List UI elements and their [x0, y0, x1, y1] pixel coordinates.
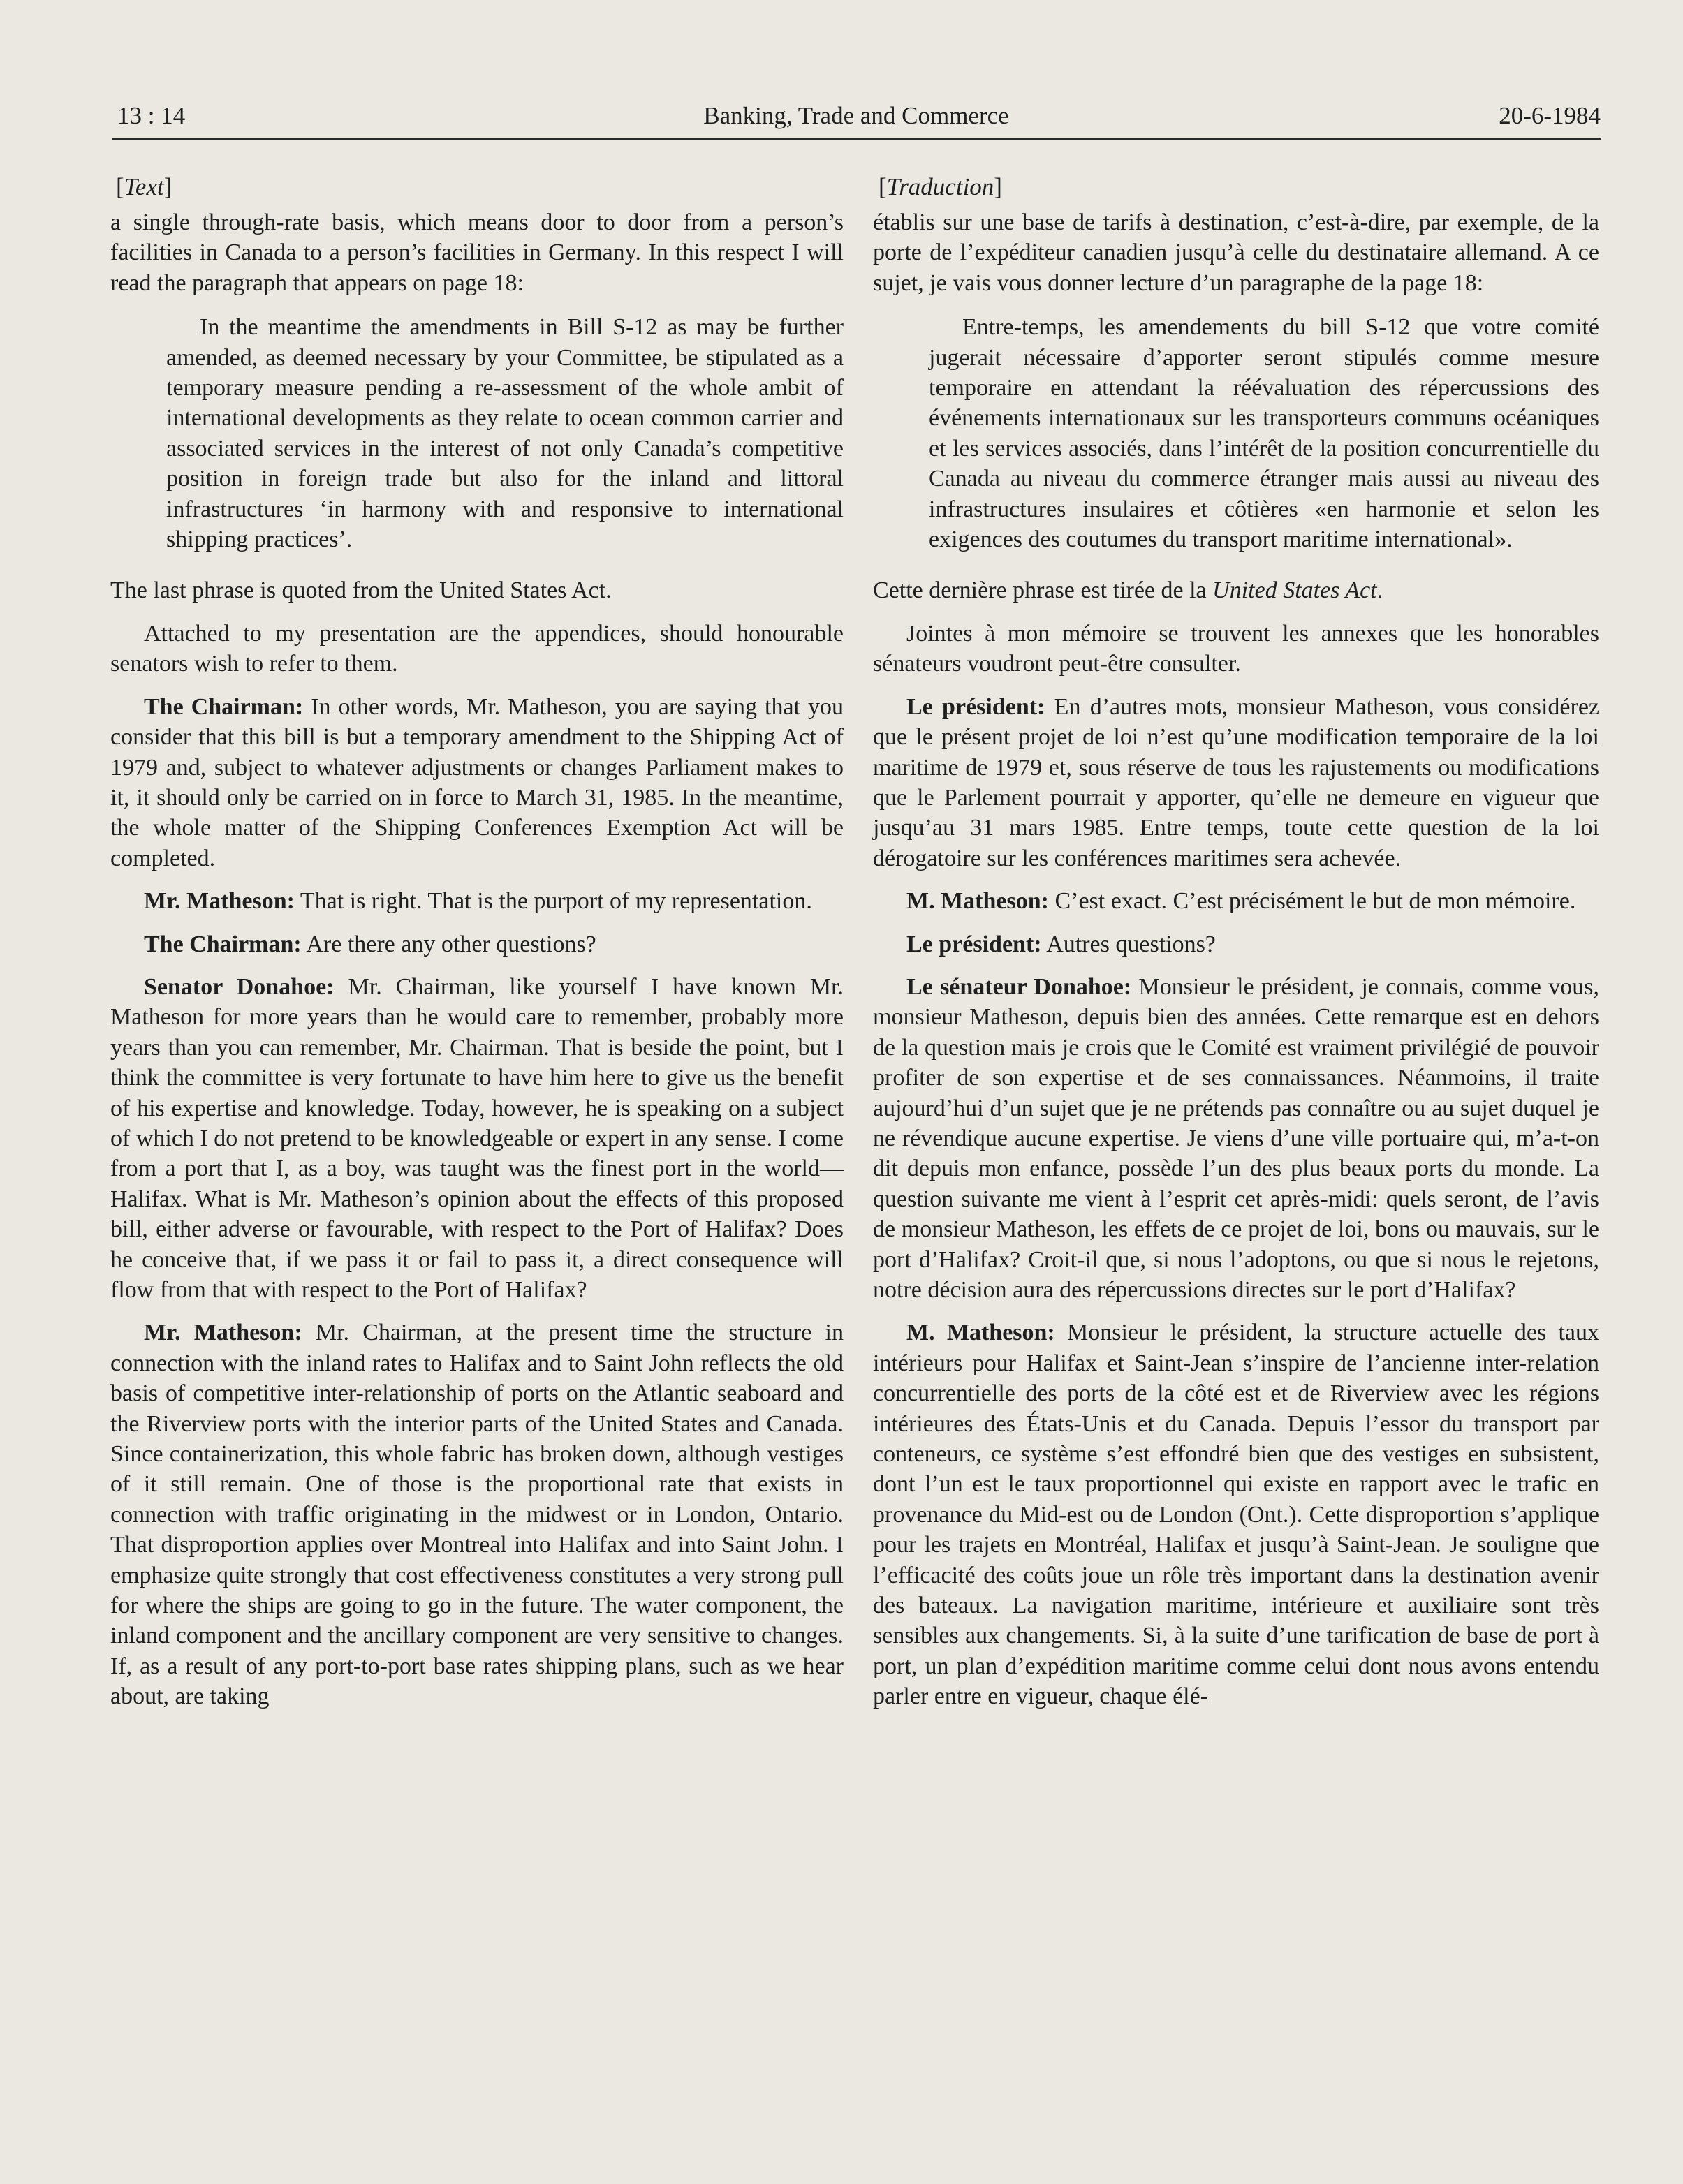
- speaker-name: Mr. Matheson:: [144, 888, 295, 915]
- traduction-tag: [Traduction]: [879, 173, 1002, 200]
- paragraph: Jointes à mon mémoire se trouvent les annexes que les honorables sénateurs voudront peut-être consulter.: [873, 620, 1599, 677]
- speech: Le président: Autres questions?: [906, 931, 1216, 957]
- speech: M. Matheson: C’est exact. C’est précisément le but de mon mémoire.: [906, 888, 1576, 915]
- speaker-name: Le sénateur Donahoe:: [906, 973, 1132, 1000]
- speech: Le président: En d’autres mots, monsieur Matheson, vous considérez que le présent projet de loi n’est qu’une modification temporaire de la loi maritime de 1979 et, sous réserve de tous les rajustements ou modifications que le Parlement pourrait y apporter, qu’elle ne demeure en vigueur que jusqu’au 31 mars 1985. Entre temps, toute cette question de la loi dérogatoire sur les conférences maritimes sera achevée.: [873, 693, 1600, 871]
- speech: The Chairman: In other words, Mr. Matheson, you are saying that you consider that this bill is but a temporary amendment to the Shipping Act of 1979 and, subject to whatever adjustments or changes Parliament makes to it, it should only be carried on in force to March 31, 1985. In the meantime, the whole matter of the Shipping Conferences Exemption Act will be completed.: [110, 693, 844, 871]
- english-column: [110, 171, 844, 1725]
- header-date: 20-6-1984: [1499, 102, 1601, 129]
- page-number: 13 : 14: [117, 102, 186, 129]
- speaker-name: Mr. Matheson:: [144, 1320, 302, 1346]
- running-title: Banking, Trade and Commerce: [703, 102, 1009, 129]
- speaker-name: Le président:: [906, 931, 1042, 957]
- speaker-name: M. Matheson:: [906, 888, 1049, 915]
- paragraph: établis sur une base de tarifs à destination, c’est-à-dire, par exemple, de la porte de l’expéditeur canadien jusqu’à celle du destinataire allemand. A ce sujet, je vais vous donner lecture d’un paragraphe de la page 18:: [873, 209, 1599, 296]
- speaker-name: The Chairman:: [144, 931, 302, 957]
- paragraph: The last phrase is quoted from the United States Act.: [110, 577, 612, 604]
- speech: The Chairman: Are there any other questions?: [144, 931, 596, 957]
- speech: Senator Donahoe: Mr. Chairman, like yourself I have known Mr. Matheson for more years than he would care to remember, probably more years than you can remember, Mr. Chairman. That is beside the point, but I think the committee is very fortunate to have him here to give us the benefit of his expertise and knowledge. Today, however, he is speaking on a subject of which I do not pretend to be knowledgeable or expert in any sense. I come from a port that I, as a boy, was taught was the finest port in the world—Halifax. What is Mr. Matheson’s opinion about the effects of this proposed bill, either adverse or favourable, with respect to the Port of Halifax? Does he conceive that, if we pass it or fail to pass it, a direct consequence will flow from that with respect to the Port of Halifax?: [110, 973, 844, 1303]
- speaker-name: Le président:: [906, 693, 1045, 720]
- speech: M. Matheson: Monsieur le président, la structure actuelle des taux intérieurs pour Halifax et Saint-Jean s’inspire de l’ancienne inter-relation concurrentielle des ports de la côté est et de Riverview avec les régions intérieures des États-Unis et du Canada. Depuis l’essor du transport par conteneurs, ce système s’est effondré bien que des vestiges en subsistent, dont l’un est le taux proportionnel qui existe en rapport avec le trafic en provenance du Mid-est ou de London (Ont.). Cette disproportion s’applique pour les trajets en Montréal, Halifax et jusqu’à Saint-Jean. Je souligne que l’efficacité des coûts joue un rôle très important dans la destination avenir des bateaux. La navigation maritime, intérieure et auxiliaire sont très sensibles aux changements. Si, à la suite d’une tarification de base de port à port, un plan d’expédition maritime comme celui dont nous avons entendu parler entre en vigueur, chaque élé-: [873, 1320, 1599, 1710]
- french-column: [873, 171, 1599, 1725]
- speech: Le sénateur Donahoe: Monsieur le président, je connais, comme vous, monsieur Matheson, depuis bien des années. Cette remarque est en dehors de la question mais je crois que le Comité est vraiment privilégié de pouvoir profiter de son expertise et de ses connaissances. Néanmoins, il traite aujourd’hui d’un sujet que je ne prétends pas connaître ou au sujet duquel je ne révendique aucune expertise. Je viens d’une ville portuaire qui, m’a-t-on dit depuis mon enfance, possède l’un des plus beaux ports du monde. La question suivante me vient à l’esprit cet après-midi: quels seront, de l’avis de monsieur Matheson, les effets de ce projet de loi, bons ou mauvais, sur le port d’Halifax? Croit-il que, si nous l’adoptons, ou que si nous le rejetons, notre décision aura des répercussions directes sur le port d’Halifax?: [873, 973, 1599, 1303]
- paragraph: Cette dernière phrase est tirée de la United States Act.: [873, 577, 1383, 604]
- paragraph: Attached to my presentation are the appendices, should honourable senators wish to refer to them.: [110, 620, 844, 677]
- page-header: [112, 99, 1601, 140]
- block-quote: Entre-temps, les amendements du bill S-12 que votre comité jugerait nécessaire d’apporter seront stipulés comme mesure temporaire en attendant la réévaluation des répercussions des événements internationaux sur les transporteurs communs océaniques et les services associés, dans l’intérêt de la position concurrentielle du Canada au niveau du commerce étranger mais aussi au niveau des infrastructures insulaires et côtières «en harmonie et selon les exigences des coutumes du transport maritime international».: [929, 314, 1599, 553]
- speaker-name: M. Matheson:: [906, 1320, 1055, 1346]
- speaker-name: The Chairman:: [144, 693, 304, 720]
- speech: Mr. Matheson: That is right. That is the purport of my representation.: [144, 888, 812, 915]
- paragraph: a single through-rate basis, which means door to door from a person’s facilities in Canada to a person’s facilities in Germany. In this respect I will read the paragraph that appears on page 18:: [110, 209, 844, 296]
- text-tag: [Text]: [116, 173, 172, 200]
- speech: Mr. Matheson: Mr. Chairman, at the present time the structure in connection with the inland rates to Halifax and to Saint John reflects the old basis of competitive inter-relationship of ports on the Atlantic seaboard and the Riverview ports with the interior parts of the United States and Canada. Since containerization, this whole fabric has broken down, although vestiges of it still remain. One of those is the proportional rate that exists in connection with traffic originating in the midwest or in London, Ontario. That disproportion applies over Montreal into Halifax and into Saint John. I emphasize quite strongly that cost effectiveness constitutes a very strong pull for where the ships are going to go in the future. The water component, the inland component and the ancillary component are very sensitive to changes. If, as a result of any port-to-port base rates shipping plans, such as we hear about, are taking: [110, 1320, 844, 1710]
- block-quote: In the meantime the amendments in Bill S-12 as may be further amended, as deemed necessary by your Committee, be stipulated as a temporary measure pending a re-assessment of the whole ambit of international developments as they relate to ocean common carrier and associated services in the interest of not only Canada’s competitive position in foreign trade but also for the inland and littoral infrastructures ‘in harmony with and responsive to international shipping practices’.: [166, 314, 844, 553]
- speaker-name: Senator Donahoe:: [144, 973, 335, 1000]
